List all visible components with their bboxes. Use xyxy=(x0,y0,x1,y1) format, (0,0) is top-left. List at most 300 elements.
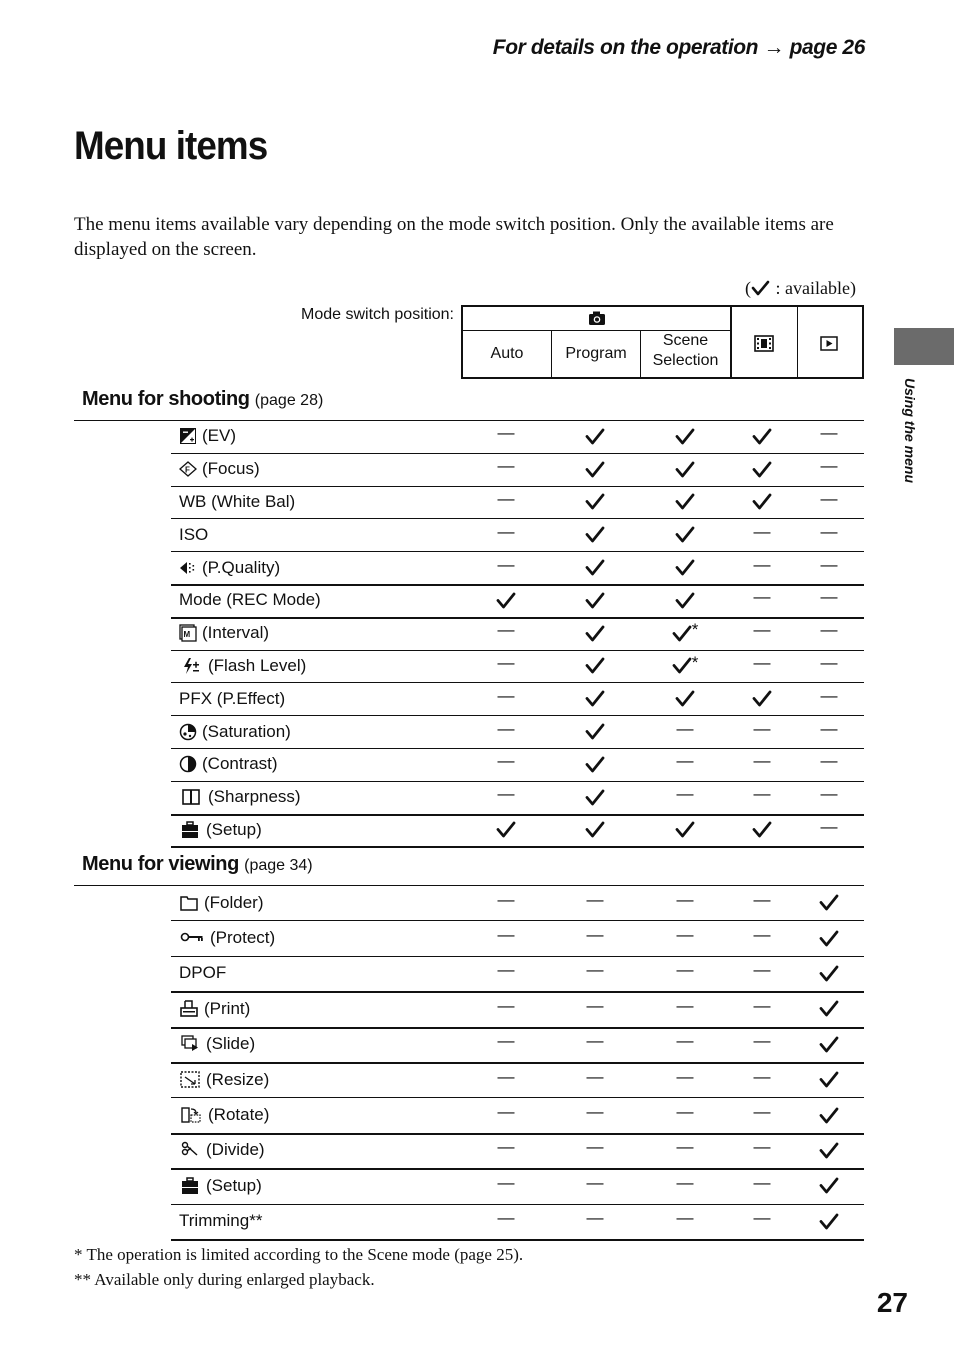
col-scene-selection xyxy=(641,331,730,371)
check-icon xyxy=(819,1000,839,1017)
viewing-cell xyxy=(799,991,859,1026)
not-available-dash: — xyxy=(586,1031,604,1051)
check-icon xyxy=(752,428,772,445)
shooting-row xyxy=(171,584,864,617)
viewing-cell xyxy=(655,991,715,1026)
not-available-dash: — xyxy=(586,1137,604,1157)
shooting-cell xyxy=(799,682,859,715)
saturation-icon xyxy=(179,723,197,741)
viewing-cell xyxy=(476,1204,536,1239)
check-icon xyxy=(752,821,772,838)
not-available-dash: — xyxy=(820,488,838,508)
shooting-row-label-text: (Focus) xyxy=(202,459,260,479)
shooting-cell xyxy=(655,748,715,781)
viewing-cell xyxy=(476,1168,536,1203)
protect-icon xyxy=(179,929,205,947)
viewing-cell xyxy=(565,885,625,920)
check-icon xyxy=(585,493,605,510)
not-available-dash: — xyxy=(676,1066,694,1086)
not-available-dash: — xyxy=(820,751,838,771)
section-viewing-name: Menu for viewing xyxy=(82,853,239,875)
viewing-cell xyxy=(799,1097,859,1132)
not-available-dash: — xyxy=(497,1031,515,1051)
shooting-row xyxy=(171,518,864,551)
shooting-row-label xyxy=(179,584,321,617)
viewing-cell xyxy=(799,1027,859,1062)
shooting-cell xyxy=(655,420,715,453)
shooting-cell xyxy=(476,781,536,814)
check-icon xyxy=(752,493,772,510)
shooting-row-label-text: WB (White Bal) xyxy=(179,491,296,511)
section-shooting-name: Menu for shooting xyxy=(82,388,250,410)
not-available-dash: — xyxy=(676,1172,694,1192)
viewing-row-label-text: (Divide) xyxy=(206,1140,265,1160)
mode-switch-label: Mode switch position: xyxy=(301,306,454,323)
rotate-icon xyxy=(179,1106,203,1124)
not-available-dash: — xyxy=(586,1172,604,1192)
shooting-cell xyxy=(565,682,625,715)
shooting-cell xyxy=(655,617,715,650)
not-available-dash: — xyxy=(497,685,515,705)
shooting-cell xyxy=(476,518,536,551)
shooting-row xyxy=(171,551,864,584)
page-header-reference: For details on the operation → page 26 xyxy=(492,36,865,59)
not-available-dash: — xyxy=(820,423,838,443)
check-icon xyxy=(585,428,605,445)
legend-text: : available) xyxy=(771,278,856,298)
footnote-2: ** Available only during enlarged playback. xyxy=(74,1270,375,1289)
not-available-dash: — xyxy=(753,1172,771,1192)
shooting-cell xyxy=(565,814,625,847)
legend-open-paren: ( xyxy=(745,278,752,298)
print-icon xyxy=(179,1000,199,1018)
viewing-cell xyxy=(655,1027,715,1062)
not-available-dash: — xyxy=(753,751,771,771)
viewing-row xyxy=(171,1097,864,1132)
check-icon xyxy=(675,821,695,838)
viewing-row xyxy=(171,920,864,955)
shooting-row-label-text: ISO xyxy=(179,524,209,544)
viewing-cell xyxy=(565,956,625,991)
viewing-cell xyxy=(655,1168,715,1203)
not-available-dash: — xyxy=(820,718,838,738)
not-available-dash: — xyxy=(497,488,515,508)
col-scene-line2: Selection xyxy=(652,352,719,369)
shooting-cell xyxy=(655,814,715,847)
ev-icon xyxy=(179,427,197,445)
shooting-row-label-text: (Saturation) xyxy=(202,721,291,741)
viewing-cell xyxy=(655,956,715,991)
check-icon xyxy=(819,1036,839,1053)
shooting-cell xyxy=(476,453,536,486)
footnote-marker: * xyxy=(691,652,699,672)
shooting-row-label-text: (Setup) xyxy=(206,819,262,839)
viewing-row-label-text: (Rotate) xyxy=(208,1105,270,1125)
viewing-row-label-text: (Protect) xyxy=(210,928,276,948)
shooting-cell xyxy=(655,518,715,551)
shooting-row xyxy=(171,814,864,847)
shooting-row xyxy=(171,781,864,814)
shooting-cell xyxy=(655,781,715,814)
contrast-icon xyxy=(179,755,197,773)
shooting-cell xyxy=(476,617,536,650)
viewing-row xyxy=(171,1204,864,1239)
not-available-dash: — xyxy=(497,784,515,804)
shooting-cell xyxy=(799,650,859,683)
shooting-cell xyxy=(799,420,859,453)
not-available-dash: — xyxy=(753,960,771,980)
not-available-dash: — xyxy=(586,1208,604,1228)
shooting-cell xyxy=(655,682,715,715)
viewing-cell xyxy=(476,1062,536,1097)
viewing-row xyxy=(171,1062,864,1097)
shooting-cell xyxy=(732,420,792,453)
shooting-row-label xyxy=(179,650,306,683)
not-available-dash: — xyxy=(586,1102,604,1122)
not-available-dash: — xyxy=(497,554,515,574)
shooting-cell xyxy=(799,617,859,650)
not-available-dash: — xyxy=(676,1137,694,1157)
check-icon xyxy=(751,280,771,296)
shooting-cell xyxy=(565,453,625,486)
not-available-dash: — xyxy=(497,751,515,771)
side-tab-label: Using the menu xyxy=(902,378,918,484)
check-icon xyxy=(752,690,772,707)
check-icon xyxy=(675,461,695,478)
shooting-cell xyxy=(799,814,859,847)
viewing-row-label xyxy=(179,885,264,920)
viewing-cell xyxy=(655,920,715,955)
viewing-row-label xyxy=(179,1133,265,1168)
viewing-row-rule xyxy=(171,1239,864,1241)
not-available-dash: — xyxy=(676,1031,694,1051)
check-icon xyxy=(585,559,605,576)
viewing-row-label xyxy=(179,956,226,991)
viewing-row xyxy=(171,885,864,920)
shooting-cell xyxy=(476,420,536,453)
viewing-cell xyxy=(476,920,536,955)
check-icon xyxy=(585,592,605,609)
shooting-row-label xyxy=(179,486,295,519)
not-available-dash: — xyxy=(497,995,515,1015)
viewing-row-label-text: (Folder) xyxy=(204,892,264,912)
viewing-row-label xyxy=(179,1027,255,1062)
shooting-row-label-text: (Flash Level) xyxy=(208,655,307,675)
viewing-cell xyxy=(732,920,792,955)
shooting-cell xyxy=(799,584,859,617)
shooting-cell xyxy=(476,814,536,847)
shooting-row-label-text: (EV) xyxy=(202,426,236,446)
shooting-cell xyxy=(799,715,859,748)
shooting-row-label xyxy=(179,551,280,584)
movie-icon xyxy=(754,335,774,352)
not-available-dash: — xyxy=(497,1208,515,1228)
not-available-dash: — xyxy=(820,620,838,640)
check-icon xyxy=(585,461,605,478)
viewing-cell xyxy=(476,885,536,920)
shooting-row-label-text: (Sharpness) xyxy=(208,787,301,807)
not-available-dash: — xyxy=(820,816,838,836)
check-icon xyxy=(675,559,695,576)
not-available-dash: — xyxy=(753,995,771,1015)
shooting-cell xyxy=(565,650,625,683)
footnote-1: * The operation is limited according to the Scene mode (page 25). xyxy=(74,1245,524,1264)
not-available-dash: — xyxy=(820,652,838,672)
section-shooting-page: (page 28) xyxy=(254,392,324,409)
check-icon xyxy=(675,428,695,445)
not-available-dash: — xyxy=(497,889,515,909)
check-icon xyxy=(819,965,839,982)
not-available-dash: — xyxy=(820,587,838,607)
not-available-dash: — xyxy=(497,423,515,443)
check-icon xyxy=(675,690,695,707)
viewing-cell xyxy=(476,1097,536,1132)
not-available-dash: — xyxy=(753,1102,771,1122)
check-icon xyxy=(585,821,605,838)
shooting-cell xyxy=(565,617,625,650)
shooting-cell xyxy=(565,748,625,781)
not-available-dash: — xyxy=(753,784,771,804)
viewing-cell xyxy=(732,1027,792,1062)
shooting-row-label xyxy=(179,453,260,486)
viewing-cell xyxy=(565,920,625,955)
shooting-row-label-text: (P.Quality) xyxy=(202,557,281,577)
viewing-row-label-text: DPOF xyxy=(179,963,227,983)
shooting-cell xyxy=(655,650,715,683)
shooting-cell xyxy=(732,518,792,551)
shooting-row xyxy=(171,617,864,650)
not-available-dash: — xyxy=(753,1208,771,1228)
shooting-row-label-text: Mode (REC Mode) xyxy=(179,590,321,610)
not-available-dash: — xyxy=(676,960,694,980)
folder-icon xyxy=(179,894,199,912)
viewing-cell xyxy=(732,1204,792,1239)
shooting-row-rule xyxy=(171,846,864,848)
viewing-cell xyxy=(799,1204,859,1239)
viewing-cell xyxy=(732,956,792,991)
check-icon xyxy=(585,657,605,674)
focus-icon xyxy=(179,460,197,478)
not-available-dash: — xyxy=(586,889,604,909)
viewing-cell xyxy=(476,1133,536,1168)
not-available-dash: — xyxy=(820,554,838,574)
check-icon xyxy=(496,821,516,838)
viewing-cell xyxy=(565,1097,625,1132)
check-icon xyxy=(675,493,695,510)
not-available-dash: — xyxy=(753,652,771,672)
viewing-row-label-text: (Resize) xyxy=(206,1069,270,1089)
not-available-dash: — xyxy=(820,521,838,541)
svg-text:F: F xyxy=(185,465,190,475)
viewing-row-label xyxy=(179,1204,262,1239)
shooting-row xyxy=(171,650,864,683)
not-available-dash: — xyxy=(497,1172,515,1192)
shooting-cell xyxy=(655,715,715,748)
shooting-cell xyxy=(732,584,792,617)
viewing-row xyxy=(171,1133,864,1168)
not-available-dash: — xyxy=(586,925,604,945)
svg-text:M: M xyxy=(183,630,191,640)
viewing-cell xyxy=(565,1168,625,1203)
shooting-row-label-text: (Interval) xyxy=(202,623,270,643)
check-icon xyxy=(675,526,695,543)
shooting-cell xyxy=(476,486,536,519)
shooting-row-label xyxy=(179,518,208,551)
check-icon xyxy=(585,789,605,806)
shooting-row-label xyxy=(179,715,291,748)
shooting-row-label xyxy=(179,748,278,781)
shooting-cell xyxy=(655,453,715,486)
shooting-cell xyxy=(565,551,625,584)
not-available-dash: — xyxy=(753,718,771,738)
check-icon xyxy=(675,592,695,609)
not-available-dash: — xyxy=(676,718,694,738)
viewing-cell xyxy=(732,1133,792,1168)
section-viewing-title xyxy=(82,853,313,876)
shooting-row-label-text: (Contrast) xyxy=(202,754,278,774)
setup-icon xyxy=(179,1177,201,1195)
viewing-cell xyxy=(799,956,859,991)
viewing-row-label-text: (Setup) xyxy=(206,1175,262,1195)
not-available-dash: — xyxy=(497,1137,515,1157)
check-icon xyxy=(752,461,772,478)
not-available-dash: — xyxy=(497,960,515,980)
setup-icon xyxy=(179,821,201,839)
check-icon xyxy=(672,625,692,642)
shooting-cell xyxy=(565,781,625,814)
sharpness-icon xyxy=(179,788,203,806)
not-available-dash: — xyxy=(497,925,515,945)
viewing-cell xyxy=(799,920,859,955)
viewing-cell xyxy=(476,991,536,1026)
shooting-cell xyxy=(799,518,859,551)
shooting-cell xyxy=(655,551,715,584)
not-available-dash: — xyxy=(753,521,771,541)
col-scene-line1: Scene xyxy=(662,332,709,349)
check-icon xyxy=(585,723,605,740)
col-auto: Auto xyxy=(490,345,524,362)
not-available-dash: — xyxy=(586,960,604,980)
shooting-cell xyxy=(799,486,859,519)
shooting-cell xyxy=(732,551,792,584)
shooting-cell xyxy=(732,617,792,650)
viewing-row xyxy=(171,1027,864,1062)
check-icon xyxy=(585,690,605,707)
not-available-dash: — xyxy=(497,652,515,672)
not-available-dash: — xyxy=(586,995,604,1015)
shooting-row xyxy=(171,453,864,486)
not-available-dash: — xyxy=(497,1102,515,1122)
shooting-cell xyxy=(565,584,625,617)
not-available-dash: — xyxy=(676,1208,694,1228)
viewing-row xyxy=(171,956,864,991)
availability-legend xyxy=(600,278,856,299)
shooting-row xyxy=(171,420,864,453)
not-available-dash: — xyxy=(497,718,515,738)
viewing-cell xyxy=(565,991,625,1026)
shooting-row xyxy=(171,748,864,781)
not-available-dash: — xyxy=(497,620,515,640)
check-icon xyxy=(819,1071,839,1088)
shooting-row-label xyxy=(179,781,301,814)
quality-icon xyxy=(179,559,197,577)
shooting-row-label xyxy=(179,617,269,650)
viewing-cell xyxy=(732,885,792,920)
check-icon xyxy=(819,930,839,947)
shooting-cell xyxy=(732,781,792,814)
section-shooting-title xyxy=(82,388,323,411)
viewing-row-label xyxy=(179,1062,269,1097)
not-available-dash: — xyxy=(676,784,694,804)
viewing-cell xyxy=(655,1097,715,1132)
viewing-cell xyxy=(655,885,715,920)
check-icon xyxy=(585,625,605,642)
shooting-row xyxy=(171,486,864,519)
check-icon xyxy=(585,526,605,543)
viewing-row-label xyxy=(179,1097,269,1132)
viewing-row-label xyxy=(179,920,275,955)
not-available-dash: — xyxy=(586,1066,604,1086)
section-viewing-page: (page 34) xyxy=(244,857,313,874)
not-available-dash: — xyxy=(753,925,771,945)
viewing-row-label xyxy=(179,1168,262,1203)
not-available-dash: — xyxy=(497,456,515,476)
slide-icon xyxy=(179,1035,201,1053)
flash-level-icon xyxy=(179,657,203,675)
side-tab-marker xyxy=(894,328,954,365)
shooting-cell xyxy=(655,584,715,617)
viewing-row-label-text: Trimming** xyxy=(179,1211,263,1231)
not-available-dash: — xyxy=(676,1102,694,1122)
page-title: Menu items xyxy=(74,124,268,168)
not-available-dash: — xyxy=(676,925,694,945)
not-available-dash: — xyxy=(676,889,694,909)
not-available-dash: — xyxy=(497,521,515,541)
mode-switch-header xyxy=(461,305,864,379)
shooting-cell xyxy=(565,486,625,519)
shooting-row-label xyxy=(179,682,285,715)
viewing-cell xyxy=(732,1097,792,1132)
viewing-row xyxy=(171,991,864,1026)
check-icon xyxy=(819,1177,839,1194)
viewing-row-label xyxy=(179,991,250,1026)
shooting-cell xyxy=(799,551,859,584)
not-available-dash: — xyxy=(753,554,771,574)
not-available-dash: — xyxy=(753,1066,771,1086)
not-available-dash: — xyxy=(753,889,771,909)
check-icon xyxy=(496,592,516,609)
shooting-cell xyxy=(476,715,536,748)
shooting-cell xyxy=(799,748,859,781)
viewing-cell xyxy=(732,1062,792,1097)
shooting-cell xyxy=(476,551,536,584)
shooting-cell xyxy=(476,748,536,781)
shooting-row xyxy=(171,682,864,715)
shooting-cell xyxy=(476,682,536,715)
shooting-cell xyxy=(476,584,536,617)
intro-paragraph: The menu items available vary depending on the mode switch position. Only the available items are displayed on the screen. xyxy=(74,214,834,260)
not-available-dash: — xyxy=(753,620,771,640)
shooting-cell xyxy=(732,814,792,847)
viewing-cell xyxy=(655,1204,715,1239)
viewing-row xyxy=(171,1168,864,1203)
not-available-dash: — xyxy=(820,456,838,476)
footnote-marker: * xyxy=(691,620,699,640)
shooting-row-label-text: PFX (P.Effect) xyxy=(179,688,286,708)
not-available-dash: — xyxy=(753,1137,771,1157)
shooting-row xyxy=(171,715,864,748)
shooting-cell xyxy=(732,682,792,715)
